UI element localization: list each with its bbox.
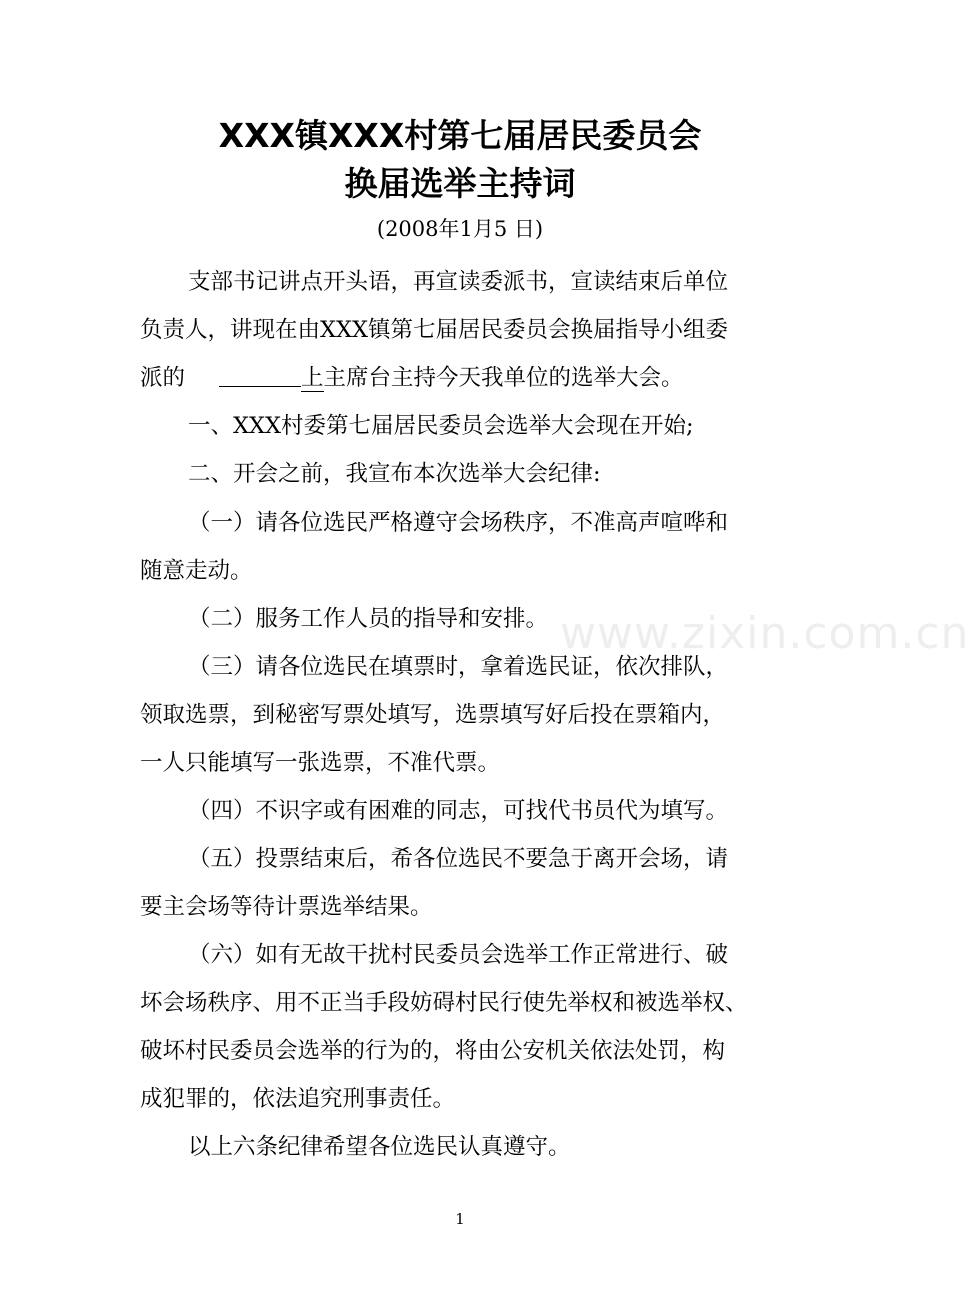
item-1: 一、XXX村委第七届居民委员会选举大会现在开始;: [188, 413, 694, 439]
intro-line-3-underlined: 上: [301, 365, 324, 391]
rule-3-line-3: 一人只能填写一张选票，不准代票。: [140, 750, 501, 776]
page-number: 1: [455, 1210, 465, 1228]
rule-3-line-2: 领取选票，到秘密写票处填写，选票填写好后投在票箱内，: [140, 702, 726, 728]
rule-1-line-1: （一）请各位选民严格遵守会场秩序，不准高声喧哗和: [188, 510, 729, 536]
intro-line-2: 负责人，讲现在由XXX镇第七届居民委员会换届指导小组委: [140, 317, 729, 343]
closing-line: 以上六条纪律希望各位选民认真遵守。: [188, 1134, 571, 1160]
document-title-line-2: 换届选举主持词: [344, 164, 576, 203]
rule-5-line-1: （五）投票结束后，希各位选民不要急于离开会场，请: [188, 846, 729, 872]
rule-6-line-3: 破坏村民委员会选举的行为的，将由公安机关依法处罚，构: [140, 1038, 726, 1064]
rule-6-line-1: （六）如有无故干扰村民委员会选举工作正常进行、破: [188, 942, 729, 968]
intro-line-3-suffix: 主席台主持今天我单位的选举大会。: [323, 365, 684, 391]
intro-line-3: [140, 362, 684, 394]
rule-6-line-4: 成犯罪的，依法追究刑事责任。: [140, 1086, 456, 1112]
rule-5-line-2: 要主会场等待计票选举结果。: [140, 894, 433, 920]
document-title-line-1: XXX镇XXX村第七届居民委员会: [218, 116, 702, 155]
document-date: (2008年1月5 日): [376, 217, 544, 241]
blank-fill-line: [219, 364, 301, 387]
intro-line-3-prefix: 派的: [140, 365, 186, 391]
rule-3-line-1: （三）请各位选民在填票时，拿着选民证，依次排队，: [188, 654, 729, 680]
watermark: www.zixin.com.cn: [560, 608, 969, 659]
rule-4-line-1: （四）不识字或有困难的同志，可找代书员代为填写。: [188, 798, 729, 824]
rule-6-line-2: 坏会场秩序、用不正当手段妨碍村民行使先举权和被选举权、: [140, 990, 748, 1016]
rule-1-line-2: 随意走动。: [140, 558, 253, 584]
item-2: 二、开会之前，我宣布本次选举大会纪律:: [188, 461, 601, 487]
intro-line-1: 支部书记讲点开头语，再宣读委派书，宣读结束后单位: [188, 269, 729, 295]
rule-2-line-1: （二）服务工作人员的指导和安排。: [188, 606, 549, 632]
